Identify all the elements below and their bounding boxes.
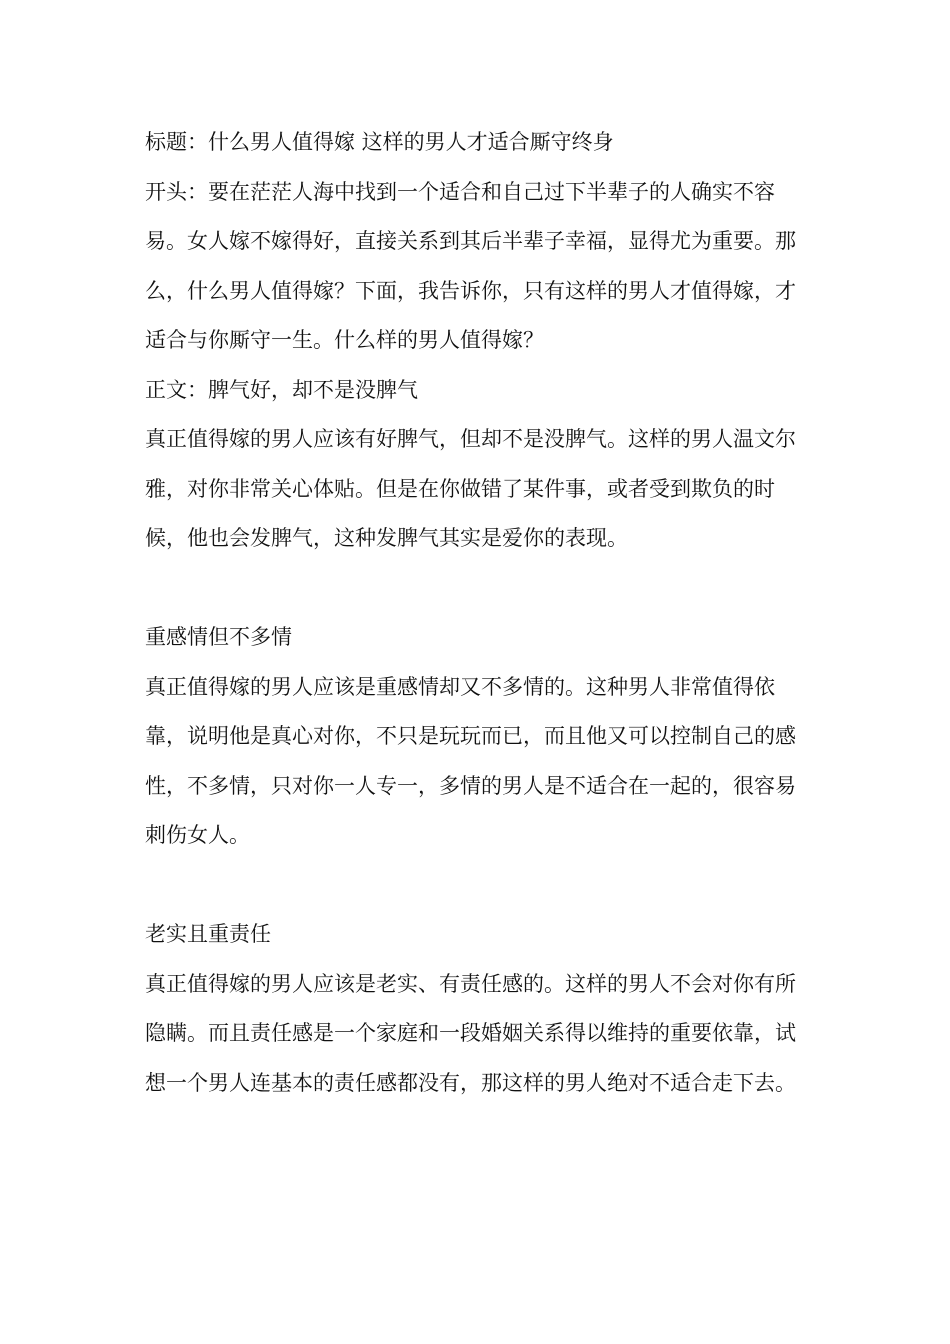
section-body-temper: 真正值得嫁的男人应该有好脾气，但却不是没脾气。这样的男人温文尔雅，对你非常关心体贴。但是在你做错了某件事，或者受到欺负的时候，他也会发脾气，这种发脾气其实是爱你的表现。 [145, 427, 796, 550]
section-heading-affection: 重感情但不多情 [145, 625, 292, 649]
paragraph-gap [145, 564, 810, 614]
paragraph-gap [145, 861, 810, 911]
section-body-affection: 真正值得嫁的男人应该是重感情却又不多情的。这种男人非常值得依靠，说明他是真心对你，不只是玩玩而已，而且他又可以控制自己的感性，不多情，只对你一人专一，多情的男人是不适合在一起的，很容易刺伤女人。 [145, 674, 796, 847]
section-body-responsibility: 真正值得嫁的男人应该是老实、有责任感的。这样的男人不会对你有所隐瞒。而且责任感是一个家庭和一段婚姻关系得以维持的重要依靠，试想一个男人连基本的责任感都没有，那这样的男人绝对不适合走下去。 [145, 971, 796, 1095]
section-heading-responsibility: 老实且重责任 [145, 922, 271, 946]
document-body [145, 118, 810, 1108]
section-heading-temper: 正文：脾气好，却不是没脾气 [145, 377, 418, 402]
title-line: 标题：什么男人值得嫁 这样的男人才适合厮守终身 [145, 130, 614, 154]
opening-paragraph: 开头：要在茫茫人海中找到一个适合和自己过下半辈子的人确实不容易。女人嫁不嫁得好，直接关系到其后半辈子幸福，显得尤为重要。那么，什么男人值得嫁？下面，我告诉你，只有这样的男人才值得嫁，才适合与你厮守一生。什么样的男人值得嫁？ [145, 179, 796, 352]
